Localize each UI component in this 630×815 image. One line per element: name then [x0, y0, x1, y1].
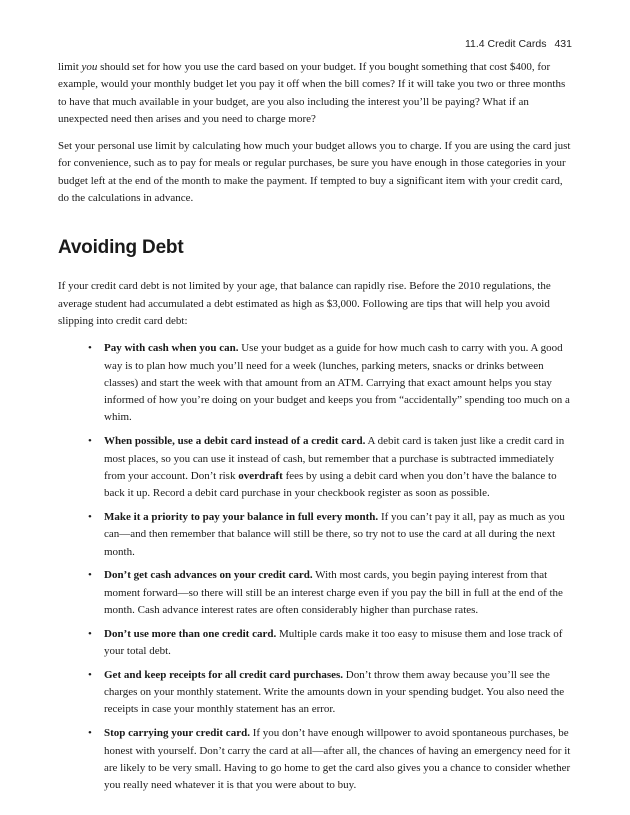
- page-content: [58, 59, 574, 801]
- list-item: [58, 725, 574, 794]
- list-item: [58, 340, 574, 426]
- list-item: [58, 433, 574, 502]
- tip-lead: Don’t use more than one credit card.: [104, 627, 277, 640]
- tip-text: Don’t throw them away because you’ll see the charges on your monthly statement. Write the amounts down in your spending budget. You also need the receipts in case your monthly statement has an error.: [104, 668, 565, 716]
- tip-lead: When possible, use a debit card instead of a credit card.: [104, 435, 366, 448]
- section-lead-paragraph: If your credit card debt is not limited by your age, that balance can rapidly rise. Before the 2010 regulations, the average student had accumulated a debt estimated as high as $3,000. Following are tips that will help you avoid slipping into credit card debt:: [58, 280, 551, 327]
- page-number: 431: [554, 38, 572, 50]
- bullet-icon: •: [88, 510, 92, 523]
- tip-term: overdraft: [238, 469, 283, 482]
- tip-text: With most cards, you begin paying interest from that moment forward—so there will still be an interest charge even if you pay the bill in full at the end of the month. Cash advance interest rates are often considerably higher than purchase rates.: [104, 569, 563, 616]
- tip-text: If you don’t have enough willpower to avoid spontaneous purchases, be honest with yourself. Don’t carry the card at all—after all, the chances of having an emergency need for it are likely to be very small. Having to go home to get the card also gives you a chance to consider whether you really need whatever it is that you were about to buy.: [104, 727, 571, 792]
- list-item: [58, 509, 574, 561]
- tip-text: A debit card is taken just like a credit card in most places, so you can use it instead of cash, but remember that a purchase is subtracted immediately from your account. Don’t risk: [104, 435, 565, 482]
- bullet-icon: •: [88, 727, 92, 740]
- list-item: [58, 626, 574, 661]
- tip-lead: Get and keep receipts for all credit card purchases.: [104, 668, 344, 681]
- tip-lead: Make it a priority to pay your balance in full every month.: [104, 510, 379, 523]
- bullet-icon: •: [88, 569, 92, 582]
- list-item: [58, 667, 574, 719]
- intro-p1-emphasis: you: [81, 61, 98, 73]
- bullet-icon: •: [88, 668, 92, 681]
- header-section-title: 11.4 Credit Cards: [464, 38, 547, 50]
- intro-paragraph-1: [58, 59, 574, 128]
- intro-paragraph-2: Set your personal use limit by calculating how much your budget allows you to charge. If you are using the card just for convenience, such as to pay for meals or regular purchases, be sure you have enough in those categories in your budget left at the end of the month to make the payment. If tempted to buy a significant item with your credit card, do the calculations in advance.: [58, 140, 571, 205]
- tip-text: Use your budget as a guide for how much cash to carry with you. A good way is to plan how much you’ll need for a week (lunches, parking meters, snacks or drinks between classes) and start the week with that amount from an ATM. Carrying that exact amount helps you stay informed of how you’re doing on your budget and keeps you from “accidentally” spending too much on a whim.: [104, 342, 570, 424]
- tip-lead: Pay with cash when you can.: [104, 342, 239, 355]
- bullet-icon: •: [88, 342, 92, 355]
- bullet-icon: •: [88, 435, 92, 448]
- list-item: [58, 567, 574, 619]
- intro-p1-rest: should set for how you use the card based on your budget. If you bought something that cost $400, for example, would your monthly budget let you pay it off when the bill comes? If it will take you two or three months to have that much available in your budget, are you also including the interest you’ll be paying? What if an unexpected need then arises and you need to charge more?: [58, 61, 566, 125]
- section-heading: Avoiding Debt: [58, 237, 184, 259]
- tip-lead: Stop carrying your credit card.: [104, 727, 250, 740]
- tip-lead: Don’t get cash advances on your credit card.: [104, 569, 313, 582]
- tip-text: If you can’t pay it all, pay as much as you can—and then remember that balance will still be there, so try not to use the card at all during the next month.: [104, 510, 565, 558]
- tip-text: Multiple cards make it too easy to misuse them and lose track of your total debt.: [104, 627, 563, 658]
- intro-p1-start: limit: [58, 61, 82, 73]
- tips-list: [58, 340, 574, 794]
- bullet-icon: •: [88, 627, 92, 640]
- tip-text-cont: fees by using a debit card when you don’t have the balance to back it up. Record a debit card purchase in your checkbook register as soon as possible.: [104, 469, 557, 500]
- running-header: [465, 38, 572, 50]
